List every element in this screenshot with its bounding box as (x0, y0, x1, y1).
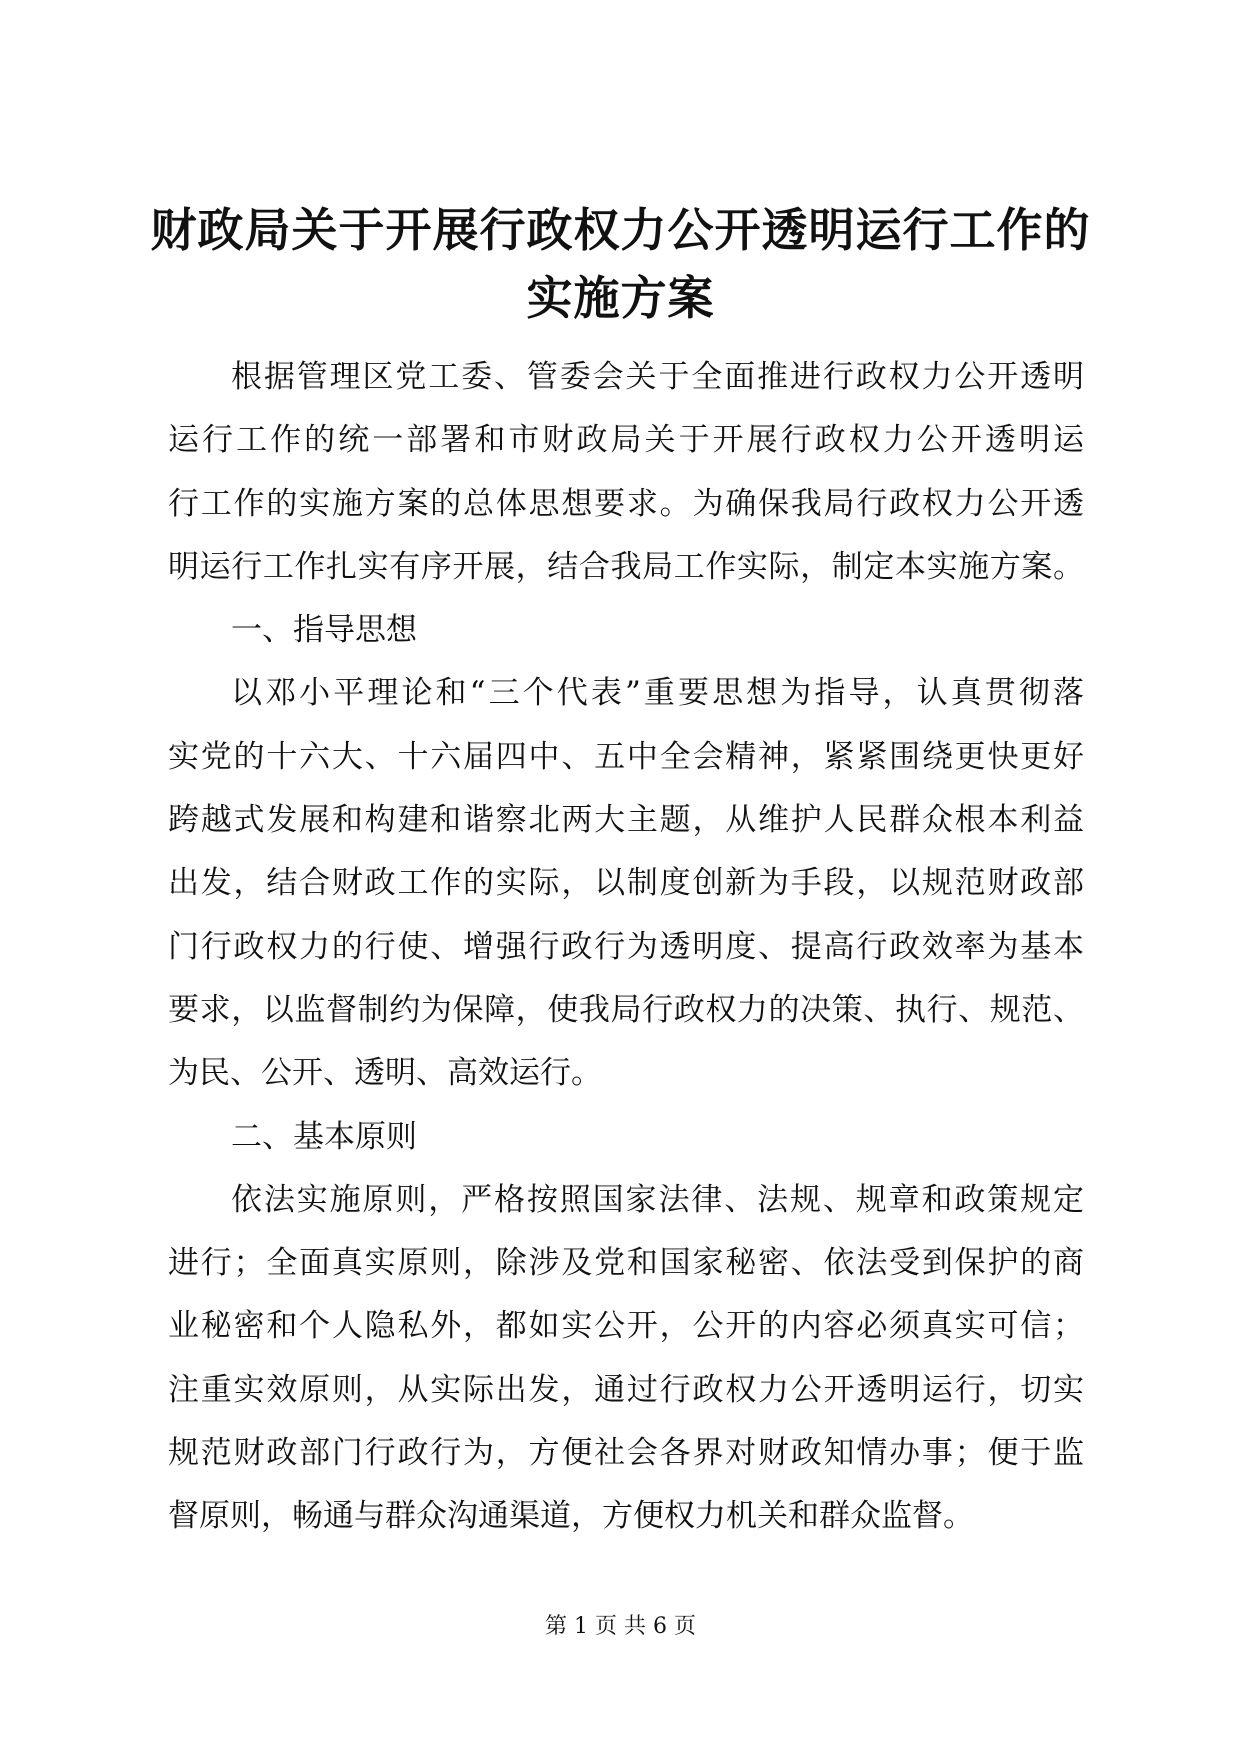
text-line: 以邓小平理论和“三个代表”重要思想为指导，认真贯彻落 (231, 675, 1084, 712)
text-line: 门行政权力的行使、增强行政行为透明度、提高行政效率为基本 (168, 928, 1084, 965)
text-line: 出发，结合财政工作的实际，以制度创新为手段，以规范财政部 (168, 865, 1084, 902)
paragraph-intro (168, 346, 1084, 599)
text-line: 督原则，畅通与群众沟通渠道，方便权力机关和群众监督。 (168, 1498, 974, 1535)
text-line: 跨越式发展和构建和谐察北两大主题，从维护人民群众根本利益 (168, 802, 1084, 839)
paragraph-basic-principles (168, 1169, 1084, 1549)
text-line: 业秘密和个人隐私外，都如实公开，公开的内容必须真实可信； (168, 1308, 1084, 1345)
title-line: 实施方案 (526, 271, 715, 325)
text-line: 规范财政部门行政行为，方便社会各界对财政知情办事；便于监 (168, 1435, 1084, 1472)
document-body (168, 346, 1084, 1549)
paragraph-guiding-thought (168, 662, 1084, 1105)
page-number-footer: 第 1 页 共 6 页 (545, 1614, 696, 1639)
section-heading: 二、基本原则 (231, 1118, 417, 1155)
text-line: 明运行工作扎实有序开展，结合我局工作实际，制定本实施方案。 (168, 548, 1084, 585)
section-heading: 一、指导思想 (231, 612, 417, 649)
text-line: 根据管理区党工委、管委会关于全面推进行政权力公开透明 (231, 359, 1084, 395)
text-line: 依法实施原则，严格按照国家法律、法规、规章和政策规定 (231, 1181, 1084, 1218)
text-line: 要求，以监督制约为保障，使我局行政权力的决策、执行、规范、 (168, 991, 1084, 1028)
text-line: 运行工作的统一部署和市财政局关于开展行政权力公开透明运 (168, 422, 1084, 459)
document-title (140, 196, 1101, 332)
text-line: 行工作的实施方案的总体思想要求。为确保我局行政权力公开透 (168, 485, 1084, 522)
title-line: 财政局关于开展行政权力公开透明运行工作的 (150, 203, 1091, 257)
text-line: 为民、公开、透明、高效运行。 (168, 1055, 602, 1092)
text-line: 实党的十六大、十六届四中、五中全会精神，紧紧围绕更快更好 (168, 738, 1084, 775)
text-line: 注重实效原则，从实际出发，通过行政权力公开透明运行，切实 (168, 1371, 1084, 1408)
section-heading-basic-principles (168, 1106, 1084, 1169)
text-line: 进行；全面真实原则，除涉及党和国家秘密、依法受到保护的商 (168, 1245, 1084, 1282)
section-heading-guiding-thought (168, 599, 1084, 662)
